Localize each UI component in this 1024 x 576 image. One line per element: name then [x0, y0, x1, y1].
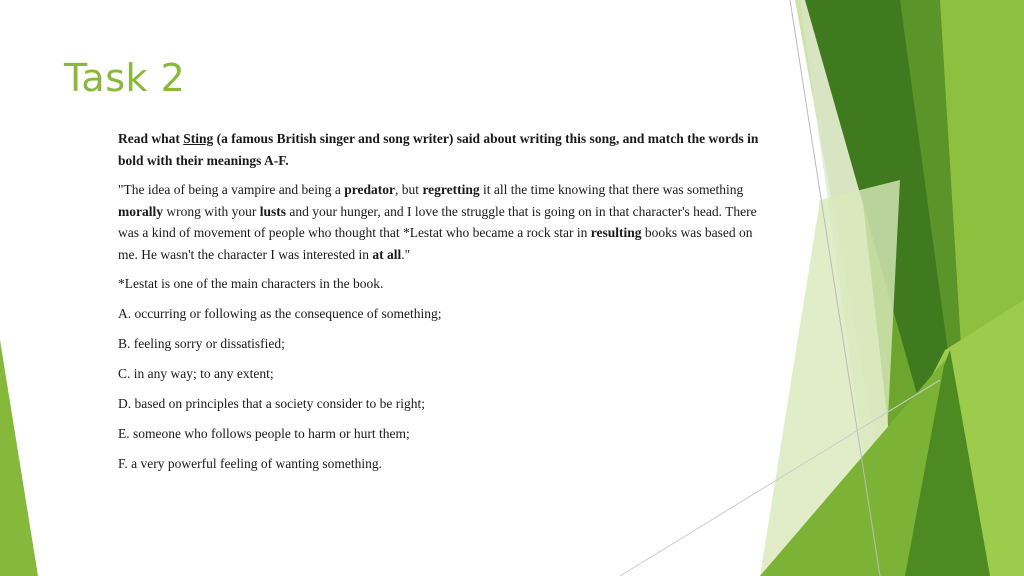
- sting-name: Sting: [183, 131, 214, 146]
- quote-text: wrong with your: [163, 203, 260, 219]
- quote-text: and your hunger, and I love the struggle that is going on in that character's head. There was a kind of movement of people who thought that *Lestat who became a rock star in: [118, 203, 757, 240]
- quote-text: , but: [395, 182, 423, 197]
- bold-word-predator: predator: [344, 182, 396, 197]
- left-green-wedge: [0, 340, 38, 576]
- quote-paragraph: [118, 179, 763, 265]
- bold-word-regretting: regretting: [422, 182, 480, 197]
- option-d: D. based on principles that a society consider to be right;: [118, 396, 426, 411]
- bold-word-lusts: lusts: [259, 203, 287, 219]
- footnote: *Lestat is one of the main characters in the book.: [118, 276, 384, 291]
- option-b: B. feeling sorry or dissatisfied;: [118, 336, 285, 351]
- quote-text: .": [401, 246, 411, 262]
- bold-word-at-all: at all: [372, 246, 402, 262]
- instructions: [118, 128, 763, 172]
- quote-text: books was based on me. He wasn't the character I was interested in: [118, 225, 753, 262]
- slide-content: [118, 128, 763, 475]
- bold-word-resulting: resulting: [590, 225, 642, 240]
- option-f: F. a very powerful feeling of wanting something.: [118, 456, 382, 471]
- slide-title: Task 2: [64, 56, 186, 100]
- instructions-text-1: Read what: [118, 131, 184, 146]
- instructions-text-2: (a famous British singer and song writer) said about writing this song, and match the words in bold with their meanings A-F.: [118, 131, 759, 168]
- option-e: E. someone who follows people to harm or hurt them;: [118, 426, 410, 441]
- bold-word-morally: morally: [118, 203, 163, 219]
- quote-text: "The idea of being a vampire and being a: [118, 182, 345, 197]
- option-a: A. occurring or following as the consequence of something;: [118, 306, 442, 321]
- quote-text: it all the time knowing that there was something: [479, 182, 744, 197]
- option-c: C. in any way; to any extent;: [118, 366, 274, 381]
